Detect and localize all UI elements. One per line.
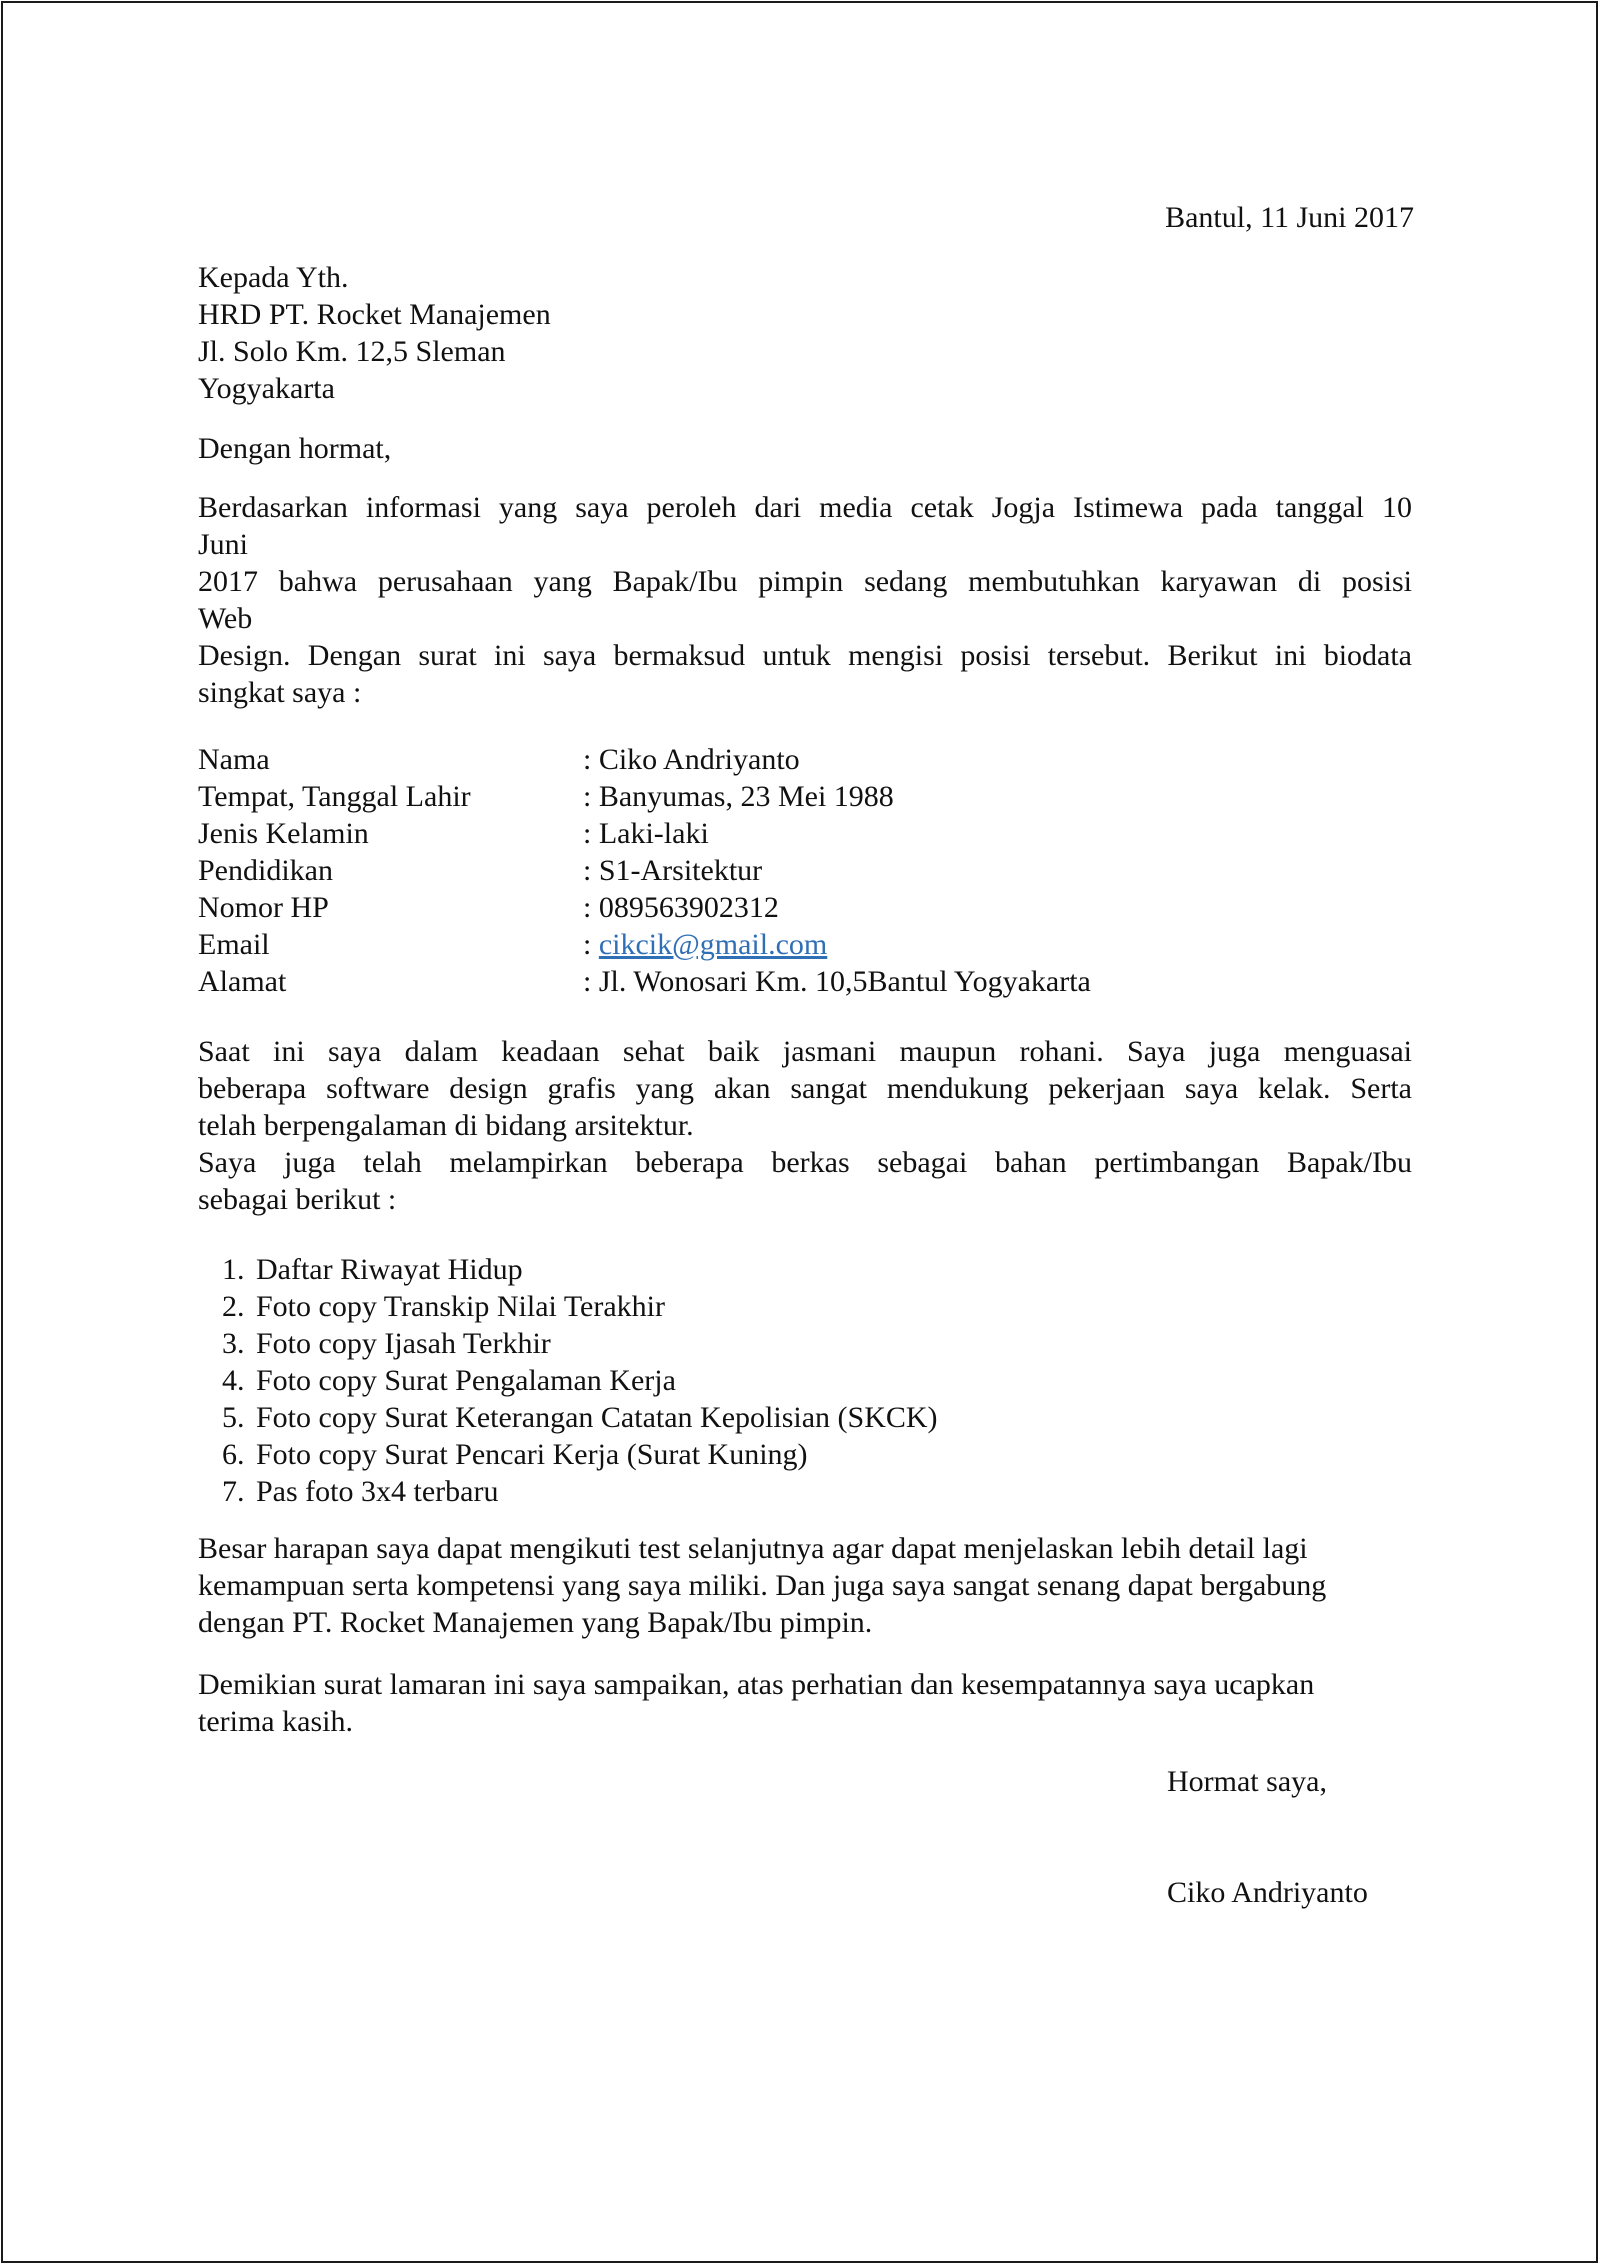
biodata-value: : S1-Arsitektur	[583, 854, 763, 887]
attachment-number: 1.	[222, 1253, 245, 1286]
biodata-row-address	[198, 963, 1091, 1000]
attachment-number: 5.	[222, 1401, 245, 1434]
attachment-item	[198, 1436, 938, 1473]
biodata-value: : 089563902312	[583, 891, 779, 924]
condition-paragraph	[198, 1033, 1412, 1218]
recipient-line: Kepada Yth.	[198, 261, 349, 294]
attachment-item	[198, 1325, 938, 1362]
attachment-item	[198, 1251, 938, 1288]
email-prefix: :	[583, 928, 599, 961]
attachment-text: Foto copy Surat Pencari Kerja (Surat Kuning)	[256, 1438, 808, 1471]
attachment-text: Foto copy Surat Pengalaman Kerja	[256, 1364, 676, 1397]
biodata-label: Pendidikan	[198, 854, 333, 887]
attachment-item	[198, 1399, 938, 1436]
sign-off: Hormat saya,	[1167, 1765, 1327, 1798]
hope-paragraph	[198, 1530, 1412, 1641]
closing-paragraph	[198, 1666, 1412, 1740]
condition-line: telah berpengalaman di bidang arsitektur.	[198, 1109, 694, 1142]
attachment-number: 2.	[222, 1290, 245, 1323]
recipient-line: Jl. Solo Km. 12,5 Sleman	[198, 335, 506, 368]
attachment-text: Pas foto 3x4 terbaru	[256, 1475, 499, 1508]
attachment-text: Foto copy Transkip Nilai Terakhir	[256, 1290, 665, 1323]
biodata-value: : Jl. Wonosari Km. 10,5Bantul Yogyakarta	[583, 965, 1091, 998]
hope-line: dengan PT. Rocket Manajemen yang Bapak/Ibu pimpin.	[198, 1606, 873, 1639]
attachment-number: 6.	[222, 1438, 245, 1471]
attachment-item	[198, 1362, 938, 1399]
hope-line: Besar harapan saya dapat mengikuti test selanjutnya agar dapat menjelaskan lebih detail lagi	[198, 1532, 1308, 1565]
hope-line: kemampuan serta kompetensi yang saya miliki. Dan juga saya sangat senang dapat bergabung	[198, 1569, 1327, 1602]
biodata-table	[198, 741, 1091, 1000]
closing-line: Demikian surat lamaran ini saya sampaikan, atas perhatian dan kesempatannya saya ucapkan	[198, 1668, 1315, 1701]
attachment-text: Foto copy Ijasah Terkhir	[256, 1327, 551, 1360]
biodata-label: Nama	[198, 743, 270, 776]
condition-line: Saat ini saya dalam keadaan sehat baik jasmani maupun rohani. Saya juga menguasai	[198, 1035, 1412, 1068]
biodata-row-ttl	[198, 778, 1091, 815]
biodata-value	[583, 926, 827, 963]
biodata-label: Alamat	[198, 965, 287, 998]
biodata-label: Tempat, Tanggal Lahir	[198, 780, 471, 813]
biodata-row-nama	[198, 741, 1091, 778]
biodata-row-education	[198, 852, 1091, 889]
biodata-label: Jenis Kelamin	[198, 817, 369, 850]
attachment-number: 7.	[222, 1475, 245, 1508]
letter-date: Bantul, 11 Juni 2017	[1165, 201, 1414, 234]
attachment-item	[198, 1473, 938, 1510]
attachment-number: 3.	[222, 1327, 245, 1360]
attachment-list	[198, 1251, 938, 1510]
biodata-row-phone	[198, 889, 1091, 926]
attachment-item	[198, 1288, 938, 1325]
letter-page	[1, 1, 1598, 2263]
biodata-row-email	[198, 926, 1091, 963]
signer-name: Ciko Andriyanto	[1167, 1876, 1368, 1909]
intro-line: Berdasarkan informasi yang saya peroleh dari media cetak Jogja Istimewa pada tanggal 10	[198, 491, 1412, 524]
biodata-value: : Banyumas, 23 Mei 1988	[583, 780, 894, 813]
intro-line: Design. Dengan surat ini saya bermaksud untuk mengisi posisi tersebut. Berikut ini biodata	[198, 639, 1412, 672]
biodata-value: : Ciko Andriyanto	[583, 743, 800, 776]
email-link[interactable]: cikcik@gmail.com	[598, 928, 828, 961]
biodata-label: Email	[198, 928, 270, 961]
condition-line: sebagai berikut :	[198, 1183, 397, 1216]
biodata-label: Nomor HP	[198, 891, 329, 924]
attachment-number: 4.	[222, 1364, 245, 1397]
biodata-row-gender	[198, 815, 1091, 852]
recipient-line: HRD PT. Rocket Manajemen	[198, 298, 551, 331]
closing-line: terima kasih.	[198, 1705, 353, 1738]
intro-paragraph	[198, 489, 1412, 711]
biodata-value: : Laki-laki	[583, 817, 709, 850]
recipient-line: Yogyakarta	[198, 372, 335, 405]
intro-line: singkat saya :	[198, 676, 362, 709]
condition-line: beberapa software design grafis yang akan sangat mendukung pekerjaan saya kelak. Serta	[198, 1072, 1412, 1105]
recipient-address	[198, 259, 551, 407]
intro-line: Web	[198, 602, 253, 635]
attachment-text: Daftar Riwayat Hidup	[256, 1253, 523, 1286]
attachment-text: Foto copy Surat Keterangan Catatan Kepolisian (SKCK)	[256, 1401, 938, 1434]
condition-line: Saya juga telah melampirkan beberapa berkas sebagai bahan pertimbangan Bapak/Ibu	[198, 1146, 1412, 1179]
intro-line: 2017 bahwa perusahaan yang Bapak/Ibu pimpin sedang membutuhkan karyawan di posisi	[198, 565, 1412, 598]
intro-line: Juni	[198, 528, 249, 561]
greeting: Dengan hormat,	[198, 432, 392, 465]
